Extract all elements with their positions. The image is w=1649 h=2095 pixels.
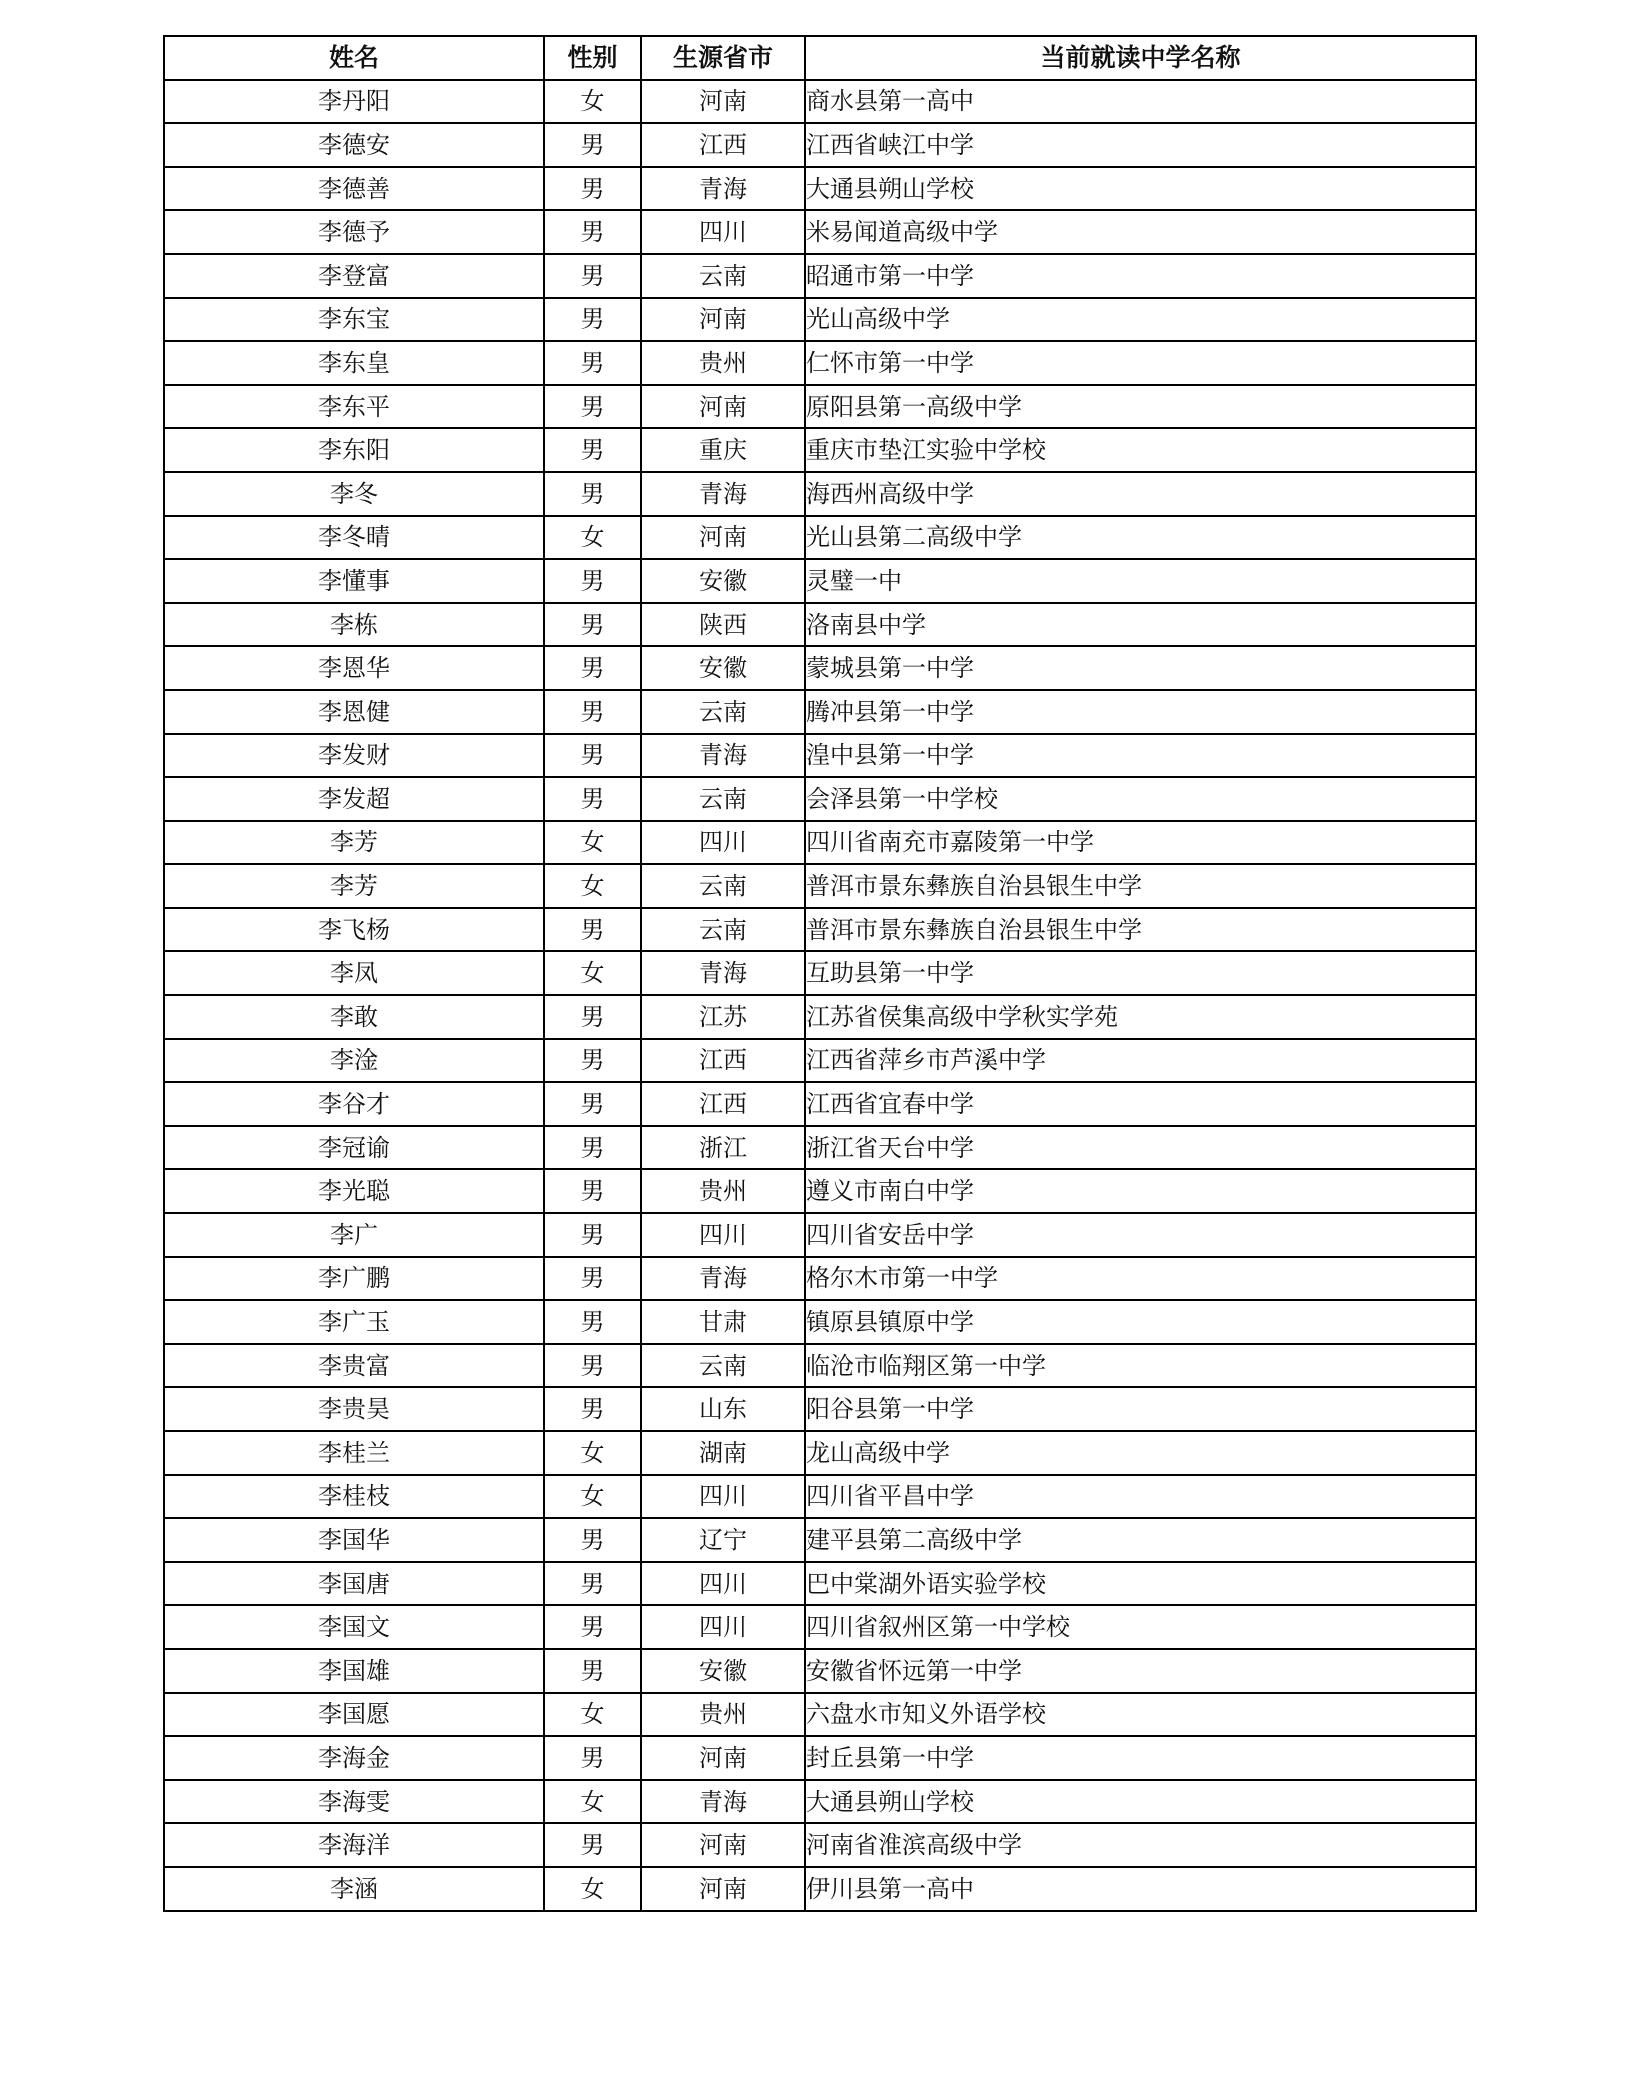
table-row <box>164 1213 1476 1257</box>
cell-province: 青海 <box>641 951 805 995</box>
cell-province: 云南 <box>641 864 805 908</box>
cell-gender: 男 <box>544 298 641 342</box>
table-row <box>164 1823 1476 1867</box>
table-row <box>164 864 1476 908</box>
cell-school: 封丘县第一中学 <box>805 1736 1476 1780</box>
cell-school: 光山高级中学 <box>805 298 1476 342</box>
cell-name: 李东皇 <box>164 341 544 385</box>
cell-school: 江西省萍乡市芦溪中学 <box>805 1039 1476 1083</box>
cell-school: 阳谷县第一中学 <box>805 1387 1476 1431</box>
cell-province: 安徽 <box>641 646 805 690</box>
cell-school: 重庆市垫江实验中学校 <box>805 428 1476 472</box>
cell-name: 李冠谕 <box>164 1126 544 1170</box>
cell-gender: 男 <box>544 472 641 516</box>
cell-gender: 男 <box>544 1257 641 1301</box>
table-row <box>164 123 1476 167</box>
cell-name: 李国文 <box>164 1605 544 1649</box>
table-row <box>164 908 1476 952</box>
cell-gender: 女 <box>544 864 641 908</box>
cell-gender: 男 <box>544 123 641 167</box>
cell-province: 云南 <box>641 1344 805 1388</box>
table-row <box>164 1039 1476 1083</box>
cell-province: 山东 <box>641 1387 805 1431</box>
table-row <box>164 1169 1476 1213</box>
cell-province: 甘肃 <box>641 1300 805 1344</box>
header-row <box>164 36 1476 80</box>
table-row <box>164 254 1476 298</box>
cell-name: 李懂事 <box>164 559 544 603</box>
cell-school: 光山县第二高级中学 <box>805 516 1476 560</box>
cell-gender: 女 <box>544 1475 641 1519</box>
cell-gender: 男 <box>544 1082 641 1126</box>
cell-province: 贵州 <box>641 1693 805 1737</box>
cell-gender: 男 <box>544 1649 641 1693</box>
cell-school: 灵璧一中 <box>805 559 1476 603</box>
cell-school: 仁怀市第一中学 <box>805 341 1476 385</box>
table-body <box>164 80 1476 1911</box>
cell-gender: 男 <box>544 1518 641 1562</box>
cell-gender: 男 <box>544 1300 641 1344</box>
table-row <box>164 472 1476 516</box>
cell-name: 李桂枝 <box>164 1475 544 1519</box>
cell-gender: 男 <box>544 1039 641 1083</box>
cell-school: 四川省平昌中学 <box>805 1475 1476 1519</box>
table-row <box>164 80 1476 124</box>
table-row <box>164 428 1476 472</box>
cell-gender: 男 <box>544 646 641 690</box>
cell-school: 江西省宜春中学 <box>805 1082 1476 1126</box>
table-row <box>164 1431 1476 1475</box>
cell-school: 安徽省怀远第一中学 <box>805 1649 1476 1693</box>
table-row <box>164 1649 1476 1693</box>
table-row <box>164 777 1476 821</box>
cell-name: 李光聪 <box>164 1169 544 1213</box>
cell-school: 湟中县第一中学 <box>805 734 1476 778</box>
cell-name: 李广玉 <box>164 1300 544 1344</box>
cell-gender: 男 <box>544 1344 641 1388</box>
table-row <box>164 734 1476 778</box>
cell-school: 镇原县镇原中学 <box>805 1300 1476 1344</box>
table-row <box>164 1126 1476 1170</box>
table-row <box>164 516 1476 560</box>
cell-name: 李恩健 <box>164 690 544 734</box>
cell-name: 李广鹏 <box>164 1257 544 1301</box>
cell-school: 六盘水市知义外语学校 <box>805 1693 1476 1737</box>
cell-gender: 男 <box>544 1823 641 1867</box>
cell-gender: 男 <box>544 908 641 952</box>
cell-province: 四川 <box>641 210 805 254</box>
cell-school: 建平县第二高级中学 <box>805 1518 1476 1562</box>
cell-gender: 男 <box>544 254 641 298</box>
cell-name: 李冬 <box>164 472 544 516</box>
cell-province: 江苏 <box>641 995 805 1039</box>
cell-gender: 女 <box>544 1431 641 1475</box>
cell-province: 河南 <box>641 1823 805 1867</box>
cell-school: 大通县朔山学校 <box>805 167 1476 211</box>
cell-school: 江苏省侯集高级中学秋实学苑 <box>805 995 1476 1039</box>
cell-name: 李发财 <box>164 734 544 778</box>
cell-province: 河南 <box>641 298 805 342</box>
cell-province: 河南 <box>641 516 805 560</box>
cell-province: 安徽 <box>641 559 805 603</box>
cell-gender: 男 <box>544 559 641 603</box>
cell-province: 青海 <box>641 1780 805 1824</box>
cell-school: 原阳县第一高级中学 <box>805 385 1476 429</box>
cell-gender: 女 <box>544 1780 641 1824</box>
cell-province: 辽宁 <box>641 1518 805 1562</box>
cell-province: 贵州 <box>641 1169 805 1213</box>
cell-name: 李东平 <box>164 385 544 429</box>
cell-school: 江西省峡江中学 <box>805 123 1476 167</box>
cell-name: 李德善 <box>164 167 544 211</box>
cell-name: 李贵富 <box>164 1344 544 1388</box>
cell-province: 云南 <box>641 690 805 734</box>
table-row <box>164 690 1476 734</box>
cell-school: 临沧市临翔区第一中学 <box>805 1344 1476 1388</box>
cell-name: 李淦 <box>164 1039 544 1083</box>
cell-name: 李涵 <box>164 1867 544 1911</box>
cell-province: 江西 <box>641 123 805 167</box>
cell-school: 伊川县第一高中 <box>805 1867 1476 1911</box>
cell-gender: 男 <box>544 1562 641 1606</box>
cell-name: 李桂兰 <box>164 1431 544 1475</box>
cell-gender: 男 <box>544 1169 641 1213</box>
cell-name: 李栋 <box>164 603 544 647</box>
table-row <box>164 1257 1476 1301</box>
cell-province: 四川 <box>641 821 805 865</box>
cell-school: 四川省安岳中学 <box>805 1213 1476 1257</box>
cell-province: 青海 <box>641 472 805 516</box>
table-row <box>164 1780 1476 1824</box>
cell-school: 浙江省天台中学 <box>805 1126 1476 1170</box>
table-row <box>164 210 1476 254</box>
table-row <box>164 559 1476 603</box>
table-row <box>164 167 1476 211</box>
cell-gender: 男 <box>544 1736 641 1780</box>
cell-gender: 男 <box>544 385 641 429</box>
cell-gender: 女 <box>544 80 641 124</box>
table-row <box>164 1344 1476 1388</box>
cell-gender: 男 <box>544 428 641 472</box>
cell-name: 李德安 <box>164 123 544 167</box>
cell-name: 李恩华 <box>164 646 544 690</box>
cell-province: 湖南 <box>641 1431 805 1475</box>
cell-name: 李冬晴 <box>164 516 544 560</box>
cell-gender: 女 <box>544 951 641 995</box>
table-row <box>164 951 1476 995</box>
cell-province: 陕西 <box>641 603 805 647</box>
cell-province: 河南 <box>641 80 805 124</box>
table-row <box>164 1300 1476 1344</box>
cell-school: 互助县第一中学 <box>805 951 1476 995</box>
cell-name: 李飞杨 <box>164 908 544 952</box>
header-name: 姓名 <box>164 36 544 80</box>
cell-name: 李敢 <box>164 995 544 1039</box>
cell-gender: 男 <box>544 690 641 734</box>
cell-school: 巴中棠湖外语实验学校 <box>805 1562 1476 1606</box>
table-row <box>164 1082 1476 1126</box>
student-roster-table <box>163 35 1477 1912</box>
cell-name: 李发超 <box>164 777 544 821</box>
table-row <box>164 341 1476 385</box>
cell-school: 四川省叙州区第一中学校 <box>805 1605 1476 1649</box>
cell-school: 洛南县中学 <box>805 603 1476 647</box>
cell-school: 米易闻道高级中学 <box>805 210 1476 254</box>
table-row <box>164 298 1476 342</box>
cell-province: 四川 <box>641 1213 805 1257</box>
cell-name: 李广 <box>164 1213 544 1257</box>
cell-province: 青海 <box>641 734 805 778</box>
table-row <box>164 1736 1476 1780</box>
cell-province: 云南 <box>641 908 805 952</box>
table-row <box>164 1605 1476 1649</box>
document-page <box>163 35 1475 1912</box>
cell-school: 商水县第一高中 <box>805 80 1476 124</box>
cell-name: 李芳 <box>164 864 544 908</box>
cell-name: 李凤 <box>164 951 544 995</box>
cell-province: 云南 <box>641 777 805 821</box>
table-row <box>164 646 1476 690</box>
cell-name: 李海洋 <box>164 1823 544 1867</box>
cell-province: 浙江 <box>641 1126 805 1170</box>
cell-province: 河南 <box>641 1736 805 1780</box>
cell-gender: 男 <box>544 167 641 211</box>
cell-school: 会泽县第一中学校 <box>805 777 1476 821</box>
cell-school: 昭通市第一中学 <box>805 254 1476 298</box>
cell-gender: 男 <box>544 341 641 385</box>
cell-gender: 男 <box>544 1605 641 1649</box>
cell-name: 李德予 <box>164 210 544 254</box>
cell-province: 四川 <box>641 1562 805 1606</box>
cell-gender: 女 <box>544 1867 641 1911</box>
table-row <box>164 1387 1476 1431</box>
table-row <box>164 1475 1476 1519</box>
table-row <box>164 995 1476 1039</box>
cell-province: 青海 <box>641 167 805 211</box>
cell-school: 蒙城县第一中学 <box>805 646 1476 690</box>
cell-name: 李芳 <box>164 821 544 865</box>
header-province: 生源省市 <box>641 36 805 80</box>
cell-name: 李国雄 <box>164 1649 544 1693</box>
cell-name: 李海金 <box>164 1736 544 1780</box>
cell-gender: 女 <box>544 821 641 865</box>
cell-province: 河南 <box>641 385 805 429</box>
cell-school: 遵义市南白中学 <box>805 1169 1476 1213</box>
cell-gender: 男 <box>544 777 641 821</box>
cell-name: 李谷才 <box>164 1082 544 1126</box>
cell-province: 江西 <box>641 1039 805 1083</box>
cell-province: 四川 <box>641 1605 805 1649</box>
cell-school: 海西州高级中学 <box>805 472 1476 516</box>
cell-name: 李东宝 <box>164 298 544 342</box>
cell-province: 重庆 <box>641 428 805 472</box>
cell-name: 李国愿 <box>164 1693 544 1737</box>
cell-name: 李国唐 <box>164 1562 544 1606</box>
cell-province: 青海 <box>641 1257 805 1301</box>
cell-gender: 女 <box>544 516 641 560</box>
cell-school: 普洱市景东彝族自治县银生中学 <box>805 908 1476 952</box>
cell-gender: 男 <box>544 734 641 778</box>
cell-school: 龙山高级中学 <box>805 1431 1476 1475</box>
cell-province: 安徽 <box>641 1649 805 1693</box>
cell-school: 四川省南充市嘉陵第一中学 <box>805 821 1476 865</box>
cell-school: 河南省淮滨高级中学 <box>805 1823 1476 1867</box>
table-row <box>164 1518 1476 1562</box>
cell-school: 普洱市景东彝族自治县银生中学 <box>805 864 1476 908</box>
cell-name: 李登富 <box>164 254 544 298</box>
cell-school: 腾冲县第一中学 <box>805 690 1476 734</box>
cell-gender: 男 <box>544 995 641 1039</box>
cell-gender: 男 <box>544 603 641 647</box>
header-school: 当前就读中学名称 <box>805 36 1476 80</box>
header-gender: 性别 <box>544 36 641 80</box>
cell-name: 李丹阳 <box>164 80 544 124</box>
cell-name: 李海雯 <box>164 1780 544 1824</box>
table-row <box>164 821 1476 865</box>
cell-province: 四川 <box>641 1475 805 1519</box>
table-row <box>164 1867 1476 1911</box>
cell-gender: 男 <box>544 1213 641 1257</box>
table-row <box>164 385 1476 429</box>
cell-province: 河南 <box>641 1867 805 1911</box>
cell-name: 李东阳 <box>164 428 544 472</box>
cell-school: 大通县朔山学校 <box>805 1780 1476 1824</box>
table-row <box>164 1562 1476 1606</box>
cell-gender: 男 <box>544 210 641 254</box>
cell-gender: 女 <box>544 1693 641 1737</box>
cell-gender: 男 <box>544 1126 641 1170</box>
cell-school: 格尔木市第一中学 <box>805 1257 1476 1301</box>
cell-province: 贵州 <box>641 341 805 385</box>
table-row <box>164 603 1476 647</box>
cell-province: 江西 <box>641 1082 805 1126</box>
cell-name: 李贵昊 <box>164 1387 544 1431</box>
cell-name: 李国华 <box>164 1518 544 1562</box>
cell-province: 云南 <box>641 254 805 298</box>
table-row <box>164 1693 1476 1737</box>
cell-gender: 男 <box>544 1387 641 1431</box>
